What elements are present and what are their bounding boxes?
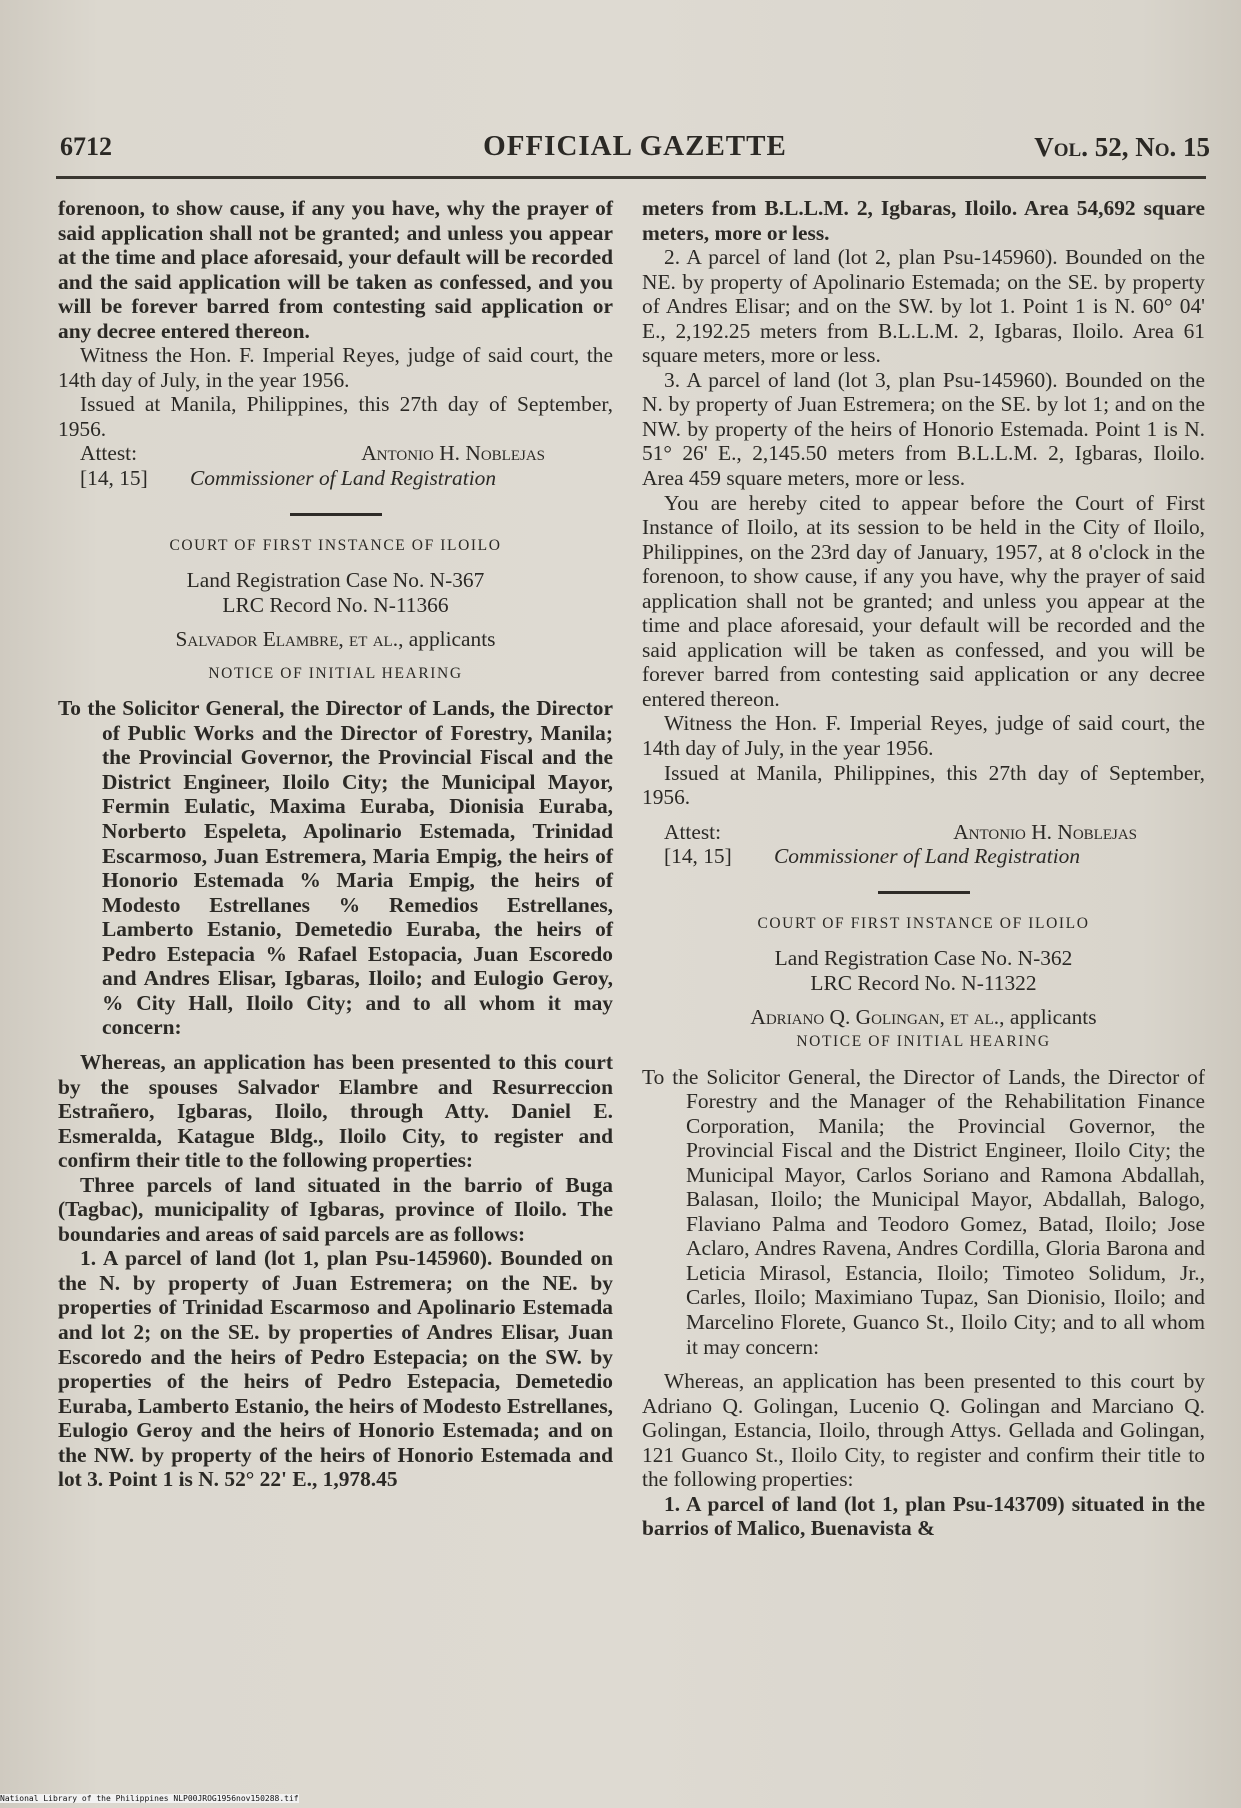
attest-name: Antonio H. Noblejas	[361, 441, 545, 466]
paragraph: Whereas, an application has been presented to this court by Adriano Q. Golingan, Lucenio Q. Golingan and Marciano Q. Golingan, Estancia, Iloilo, through Attys. Gellada and Golingan, 121 Guanco St., Iloilo City, to register and confirm their title to the following properties:	[642, 1369, 1205, 1492]
section-divider	[878, 891, 970, 894]
applicants-suffix: , applicants	[999, 1005, 1097, 1030]
case-number: Land Registration Case No. N-367	[186, 568, 485, 593]
court-heading: COURT OF FIRST INSTANCE OF ILOILO	[757, 914, 1090, 932]
applicants-name: Salvador Elambre, et al.	[175, 627, 399, 652]
lrc-record: LRC Record No. N-11366	[222, 592, 449, 617]
notice-heading: NOTICE OF INITIAL HEARING	[208, 664, 463, 682]
lrc-record: LRC Record No. N-11322	[810, 970, 1037, 995]
paragraph: 3. A parcel of land (lot 3, plan Psu-145960). Bounded on the N. by property of Juan Estremera; on the SE. by lot 1; and on the NW. by property of the heirs of Honorio Estemada. Point 1 is N. 51° 26' E., 2,145.50 meters from B.L.L.M. 2, Igbaras, Iloilo. Area 459 square meters, more or less.	[642, 367, 1205, 491]
paragraph: Witness the Hon. F. Imperial Reyes, judge of said court, the 14th day of July, in the year 1956.	[642, 711, 1205, 761]
page-number: 6712	[60, 132, 112, 161]
paragraph: Three parcels of land situated in the barrio of Buga (Tagbac), municipality of Igbaras, province of Iloilo. The boundaries and areas of said parcels are as follows:	[58, 1172, 613, 1246]
header-rule	[56, 176, 1206, 179]
notice-heading: NOTICE OF INITIAL HEARING	[796, 1032, 1051, 1050]
applicants-suffix: , applicants	[398, 627, 496, 652]
paragraph: 1. A parcel of land (lot 1, plan Psu-143709) situated in the barrios of Malico, Buenavista &	[642, 1491, 1205, 1541]
paragraph: 1. A parcel of land (lot 1, plan Psu-145960). Bounded on the N. by property of Juan Estremera; on the NE. by properties of Trinidad Escarmoso and Apolinario Estemada and lot 2; on the SE. by properties of Andres Elisar, Juan Escoredo and the heirs of Pedro Estepacia; on the SW. by properties of the heirs of Pedro Estepacia, Demetedio Euraba, Lamberto Estanio, the heirs of Modesto Estrellanes, Eulogio Geroy and the heirs of Honorio Estemada; and on the NW. by property of the heirs of Honorio Estemada and lot 3. Point 1 is N. 52° 22' E., 1,978.45	[58, 1246, 613, 1492]
addressees: To the Solicitor General, the Director of Lands, the Director of Forestry and the Manager of the Rehabilitation Finance Corporation, Manila; the Provincial Governor, the Provincial Fiscal and the District Engineer, Iloilo City; the Municipal Mayor, Carlos Soriano and Ramona Abdallah, Balasan, Iloilo; the Municipal Mayor, Abdallah, Balogo, Flaviano Palma and Teodoro Gomez, Batad, Iloilo; Jose Aclaro, Andres Ravena, Andres Cordilla, Gloria Barona and Leticia Mirasol, Estancia, Iloilo; Timoteo Solidum, Jr., Carles, Iloilo; Maximiano Tupaz, San Dionisio, Iloilo; and Marcelino Florete, Guanco St., Iloilo City; and to all whom it may concern:	[642, 1064, 1205, 1359]
applicants-line	[58, 627, 613, 652]
section-divider	[290, 513, 382, 516]
paragraph: Witness the Hon. F. Imperial Reyes, judge of said court, the 14th day of July, in the year 1956.	[58, 343, 613, 392]
volume-number: Vol. 52, No. 15	[1034, 132, 1210, 162]
paragraph: You are hereby cited to appear before the Court of First Instance of Iloilo, at its session to be held in the City of Iloilo, Philippines, on the 23rd day of January, 1957, at 8 o'clock in the forenoon, to show cause, if any you have, why the prayer of said application shall not be granted; and unless you appear at the time and place aforesaid, your default will be recorded and the said application will be taken as confessed, and you will be forever barred from contesting said application or any decree entered thereon.	[642, 490, 1205, 711]
case-number: Land Registration Case No. N-362	[774, 946, 1073, 971]
attest-line	[58, 441, 613, 466]
court-heading: COURT OF FIRST INSTANCE OF ILOILO	[169, 536, 502, 554]
right-column	[642, 196, 1205, 1541]
publication-title: OFFICIAL GAZETTE	[483, 130, 787, 162]
page-header	[60, 126, 1210, 166]
left-column	[58, 196, 613, 1492]
attest-name: Antonio H. Noblejas	[953, 819, 1137, 844]
paragraph: forenoon, to show cause, if any you have, why the prayer of said application shall not be granted; and unless you appear at the time and place aforesaid, your default will be recorded and the said application will be taken as confessed, and you will be forever barred from contesting said application or any decree entered thereon.	[58, 196, 613, 343]
attest-line	[642, 820, 1205, 845]
scan-footer: National Library of the Philippines NLP00JROG1956nov150288.tif	[0, 1794, 299, 1803]
attest-label: Attest:	[664, 819, 722, 844]
paragraph: Whereas, an application has been presented to this court by the spouses Salvador Elambre and Resurreccion Estrañero, Igbaras, Iloilo, through Atty. Daniel E. Esmeralda, Katague Bldg., Iloilo City, to register and confirm their title to the following properties:	[58, 1049, 613, 1173]
attest-title: Commissioner of Land Registration	[774, 844, 1081, 869]
attest-label: Attest:	[80, 441, 138, 466]
attest-title-line	[58, 466, 613, 491]
paragraph: meters from B.L.L.M. 2, Igbaras, Iloilo. Area 54,692 square meters, more or less.	[642, 196, 1205, 245]
paragraph: Issued at Manila, Philippines, this 27th day of September, 1956.	[642, 760, 1205, 810]
paragraph: 2. A parcel of land (lot 2, plan Psu-145960). Bounded on the NE. by property of Apolinario Estemada; on the SE. by property of Andres Elisar; and on the SW. by lot 1. Point 1 is N. 60° 04' E., 2,192.25 meters from B.L.L.M. 2, Igbaras, Iloilo. Area 61 square meters, more or less.	[642, 245, 1205, 368]
issue-ref: [14, 15]	[664, 844, 732, 869]
attest-title-line	[642, 844, 1205, 869]
issue-ref: [14, 15]	[80, 466, 148, 491]
applicants-line	[642, 1005, 1205, 1030]
paragraph: Issued at Manila, Philippines, this 27th day of September, 1956.	[58, 392, 613, 441]
applicants-name: Adriano Q. Golingan, et al.	[750, 1005, 1000, 1030]
attest-title: Commissioner of Land Registration	[190, 466, 497, 491]
addressees: To the Solicitor General, the Director of Lands, the Director of Public Works and the Director of Forestry, Manila; the Provincial Governor, the Provincial Fiscal and the District Engineer, Iloilo City; the Municipal Mayor, Fermin Eulatic, Maxima Euraba, Dionisia Euraba, Norberto Espeleta, Apolinario Estemada, Trinidad Escarmoso, Juan Estremera, Maria Empig, the heirs of Honorio Estemada % Maria Empig, the heirs of Modesto Estrellanes % Remedios Estrellanes, Lamberto Estanio, Demetedio Euraba, the heirs of Pedro Estepacia % Rafael Estopacia, Juan Escoredo and Andres Elisar, Igbaras, Iloilo; and Eulogio Geroy, % City Hall, Iloilo City; and to all whom it may concern:	[58, 696, 613, 1040]
